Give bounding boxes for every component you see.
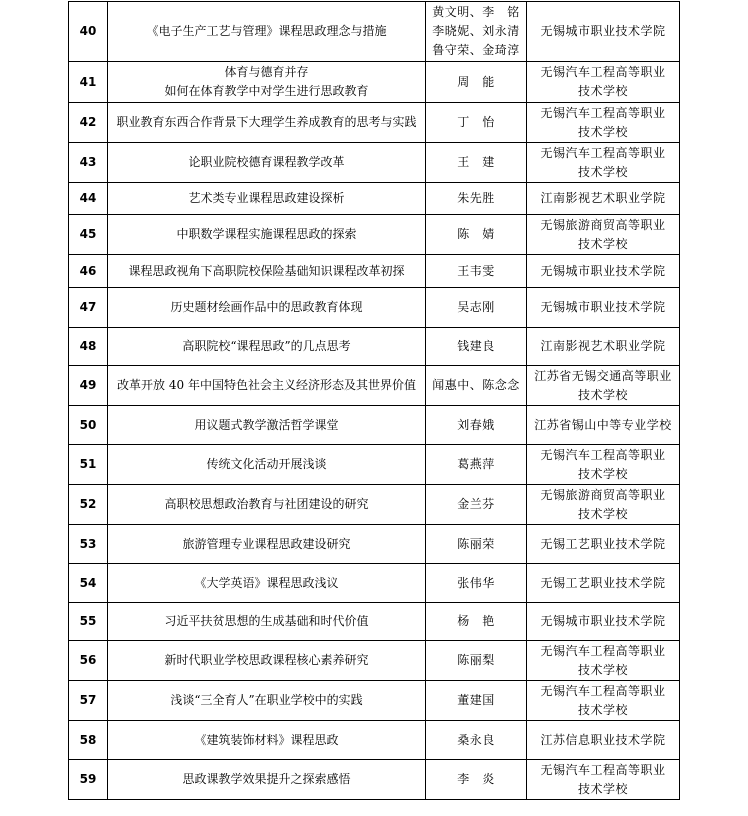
- paper-title-line: 体育与德育并存: [224, 65, 309, 79]
- paper-title-line: 浅谈“三全育人”在职业学校中的实践: [170, 693, 363, 707]
- paper-author: [426, 406, 527, 445]
- paper-unit: [527, 143, 680, 183]
- paper-title: [108, 2, 426, 62]
- paper-author-line: 丁 怡: [457, 115, 495, 129]
- row-number: 50: [69, 406, 108, 445]
- paper-author: [426, 681, 527, 721]
- row-number: 42: [69, 103, 108, 143]
- paper-unit-line: 江南影视艺术职业学院: [540, 191, 666, 205]
- paper-title-line: 旅游管理专业课程思政建设研究: [182, 536, 351, 551]
- paper-author-line: 钱建良: [457, 339, 495, 353]
- paper-unit: [527, 603, 680, 641]
- table-row: [69, 721, 680, 760]
- paper-title: [108, 328, 426, 366]
- table-row: [69, 681, 680, 721]
- paper-author: [426, 525, 527, 564]
- paper-title-line: 《建筑装饰材料》课程思政: [194, 732, 339, 747]
- paper-title-line: 《电子生产工艺与管理》课程思政理念与措施: [146, 24, 387, 38]
- paper-author-line: 刘春娥: [457, 417, 495, 432]
- row-number: 56: [69, 641, 108, 681]
- table-row: [69, 366, 680, 406]
- paper-author-line: 鲁守荣、金琦淳: [432, 43, 520, 57]
- paper-unit: [527, 760, 680, 800]
- paper-author-line: 葛燕萍: [457, 457, 495, 471]
- row-number: 49: [69, 366, 108, 406]
- paper-title: [108, 406, 426, 445]
- paper-unit-line: 无锡汽车工程高等职业: [540, 447, 666, 462]
- paper-unit-line: 无锡汽车工程高等职业: [540, 105, 666, 120]
- paper-title: [108, 143, 426, 183]
- paper-author: [426, 760, 527, 800]
- row-number: 45: [69, 215, 108, 255]
- row-number: 41: [69, 62, 108, 103]
- table-row: [69, 215, 680, 255]
- paper-author-line: 王韦雯: [457, 263, 495, 278]
- row-number: 43: [69, 143, 108, 183]
- table-row: [69, 143, 680, 183]
- table-row: [69, 406, 680, 445]
- table-row: [69, 445, 680, 485]
- paper-unit: [527, 721, 680, 760]
- paper-title: [108, 564, 426, 603]
- paper-author: [426, 366, 527, 406]
- paper-unit-line: 无锡城市职业技术学院: [540, 614, 666, 628]
- paper-unit-line: 无锡旅游商贸高等职业: [540, 487, 666, 502]
- row-number: 58: [69, 721, 108, 760]
- paper-title: [108, 445, 426, 485]
- paper-author-line: 陈丽荣: [457, 536, 495, 551]
- row-number: 48: [69, 328, 108, 366]
- table-row: [69, 603, 680, 641]
- paper-author: [426, 183, 527, 215]
- paper-author: [426, 62, 527, 103]
- paper-unit: [527, 525, 680, 564]
- paper-title: [108, 760, 426, 800]
- paper-title-line: 改革开放 40 年中国特色社会主义经济形态及其世界价值: [117, 378, 416, 392]
- table-row: [69, 2, 680, 62]
- paper-title-line: 艺术类专业课程思政建设探析: [188, 191, 345, 205]
- paper-title: [108, 103, 426, 143]
- paper-title-line: 职业教育东西合作背景下大理学生养成教育的思考与实践: [116, 115, 417, 129]
- paper-author-line: 金兰芬: [457, 497, 495, 511]
- paper-unit-line: 无锡工艺职业技术学院: [540, 536, 666, 551]
- paper-author-line: 吴志刚: [457, 300, 495, 314]
- paper-unit: [527, 62, 680, 103]
- paper-unit: [527, 681, 680, 721]
- paper-title: [108, 641, 426, 681]
- paper-title-line: 论职业院校德育课程教学改革: [188, 155, 345, 169]
- paper-title: [108, 525, 426, 564]
- paper-author: [426, 2, 527, 62]
- paper-unit-line: 江苏省锡山中等专业学校: [534, 417, 672, 432]
- paper-unit: [527, 445, 680, 485]
- paper-author-line: 陈丽梨: [457, 653, 495, 667]
- table-row: [69, 288, 680, 328]
- paper-unit-line: 江苏省无锡交通高等职业: [534, 368, 672, 383]
- paper-title-line: 新时代职业学校思政课程核心素养研究: [164, 653, 369, 667]
- paper-author: [426, 721, 527, 760]
- paper-author: [426, 103, 527, 143]
- paper-author-line: 董建国: [457, 693, 495, 707]
- paper-list-table: [68, 1, 680, 800]
- paper-author: [426, 485, 527, 525]
- table-row: [69, 760, 680, 800]
- paper-unit: [527, 183, 680, 215]
- paper-author: [426, 564, 527, 603]
- paper-title-line: 高职院校“课程思政”的几点思考: [182, 339, 351, 353]
- paper-unit: [527, 215, 680, 255]
- paper-title-line: 中职数学课程实施课程思政的探索: [176, 227, 357, 241]
- paper-author-line: 黄文明、李 铭: [432, 5, 520, 19]
- row-number: 55: [69, 603, 108, 641]
- row-number: 47: [69, 288, 108, 328]
- row-number: 51: [69, 445, 108, 485]
- paper-title-line: 思政课教学效果提升之探索感悟: [182, 772, 351, 786]
- paper-author-line: 陈 婧: [457, 227, 495, 241]
- paper-author: [426, 328, 527, 366]
- paper-title: [108, 366, 426, 406]
- paper-author-line: 周 能: [457, 74, 495, 89]
- paper-unit: [527, 255, 680, 288]
- paper-unit-line: 技术学校: [577, 466, 628, 481]
- row-number: 46: [69, 255, 108, 288]
- paper-unit: [527, 564, 680, 603]
- paper-unit: [527, 328, 680, 366]
- paper-unit: [527, 103, 680, 143]
- paper-author-line: 闻惠中、陈念念: [432, 378, 520, 392]
- paper-author-line: 李 炎: [457, 772, 495, 786]
- table-row: [69, 255, 680, 288]
- table-row: [69, 328, 680, 366]
- table-row: [69, 525, 680, 564]
- table-row: [69, 564, 680, 603]
- paper-title: [108, 603, 426, 641]
- paper-author: [426, 641, 527, 681]
- paper-unit: [527, 406, 680, 445]
- paper-title-line: 历史题材绘画作品中的思政教育体现: [170, 300, 363, 314]
- paper-unit-line: 无锡汽车工程高等职业: [540, 683, 666, 698]
- paper-title-line: 如何在体育教学中对学生进行思政教育: [164, 84, 369, 98]
- paper-title: [108, 255, 426, 288]
- paper-title: [108, 288, 426, 328]
- paper-unit-line: 技术学校: [577, 702, 628, 717]
- table-body: [69, 2, 680, 800]
- paper-unit-line: 技术学校: [577, 506, 628, 521]
- paper-unit-line: 技术学校: [577, 164, 628, 179]
- paper-author-line: 朱先胜: [457, 191, 495, 205]
- row-number: 40: [69, 2, 108, 62]
- row-number: 59: [69, 760, 108, 800]
- table-row: [69, 485, 680, 525]
- row-number: 52: [69, 485, 108, 525]
- paper-author: [426, 288, 527, 328]
- paper-unit-line: 无锡汽车工程高等职业: [540, 145, 666, 160]
- paper-unit-line: 无锡城市职业技术学院: [540, 300, 666, 314]
- row-number: 44: [69, 183, 108, 215]
- paper-unit-line: 技术学校: [577, 236, 628, 251]
- paper-author-line: 李晓妮、刘永清: [432, 24, 520, 38]
- paper-unit-line: 无锡汽车工程高等职业: [540, 65, 666, 79]
- paper-unit: [527, 485, 680, 525]
- table-row: [69, 103, 680, 143]
- paper-unit-line: 技术学校: [577, 662, 628, 677]
- paper-unit-line: 技术学校: [577, 781, 628, 796]
- paper-author: [426, 445, 527, 485]
- paper-title-line: 高职校思想政治教育与社团建设的研究: [164, 497, 369, 511]
- paper-unit-line: 无锡旅游商贸高等职业: [540, 217, 666, 232]
- paper-unit-line: 技术学校: [577, 84, 628, 98]
- row-number: 57: [69, 681, 108, 721]
- paper-author: [426, 143, 527, 183]
- paper-title: [108, 215, 426, 255]
- paper-unit-line: 无锡城市职业技术学院: [540, 24, 666, 38]
- paper-title: [108, 62, 426, 103]
- row-number: 54: [69, 564, 108, 603]
- paper-unit: [527, 641, 680, 681]
- paper-title: [108, 681, 426, 721]
- row-number: 53: [69, 525, 108, 564]
- paper-unit: [527, 2, 680, 62]
- paper-title-line: 传统文化活动开展浅谈: [206, 457, 327, 471]
- paper-unit-line: 江南影视艺术职业学院: [540, 339, 666, 353]
- paper-unit-line: 无锡汽车工程高等职业: [540, 762, 666, 777]
- paper-author: [426, 215, 527, 255]
- paper-author-line: 王 建: [457, 155, 495, 169]
- paper-title-line: 《大学英语》课程思政浅议: [194, 575, 339, 590]
- paper-unit-line: 江苏信息职业技术学院: [540, 732, 666, 747]
- paper-author: [426, 255, 527, 288]
- paper-unit-line: 无锡工艺职业技术学院: [540, 575, 666, 590]
- paper-unit: [527, 366, 680, 406]
- paper-title: [108, 485, 426, 525]
- paper-unit: [527, 288, 680, 328]
- paper-author-line: 桑永良: [457, 732, 495, 747]
- table-row: [69, 62, 680, 103]
- paper-unit-line: 无锡城市职业技术学院: [540, 263, 666, 278]
- paper-unit-line: 无锡汽车工程高等职业: [540, 643, 666, 658]
- paper-unit-line: 技术学校: [577, 124, 628, 139]
- table-row: [69, 641, 680, 681]
- paper-title: [108, 721, 426, 760]
- paper-title: [108, 183, 426, 215]
- paper-title-line: 用议题式教学激活哲学课堂: [194, 417, 339, 432]
- paper-unit-line: 技术学校: [577, 387, 628, 402]
- paper-title-line: 课程思政视角下高职院校保险基础知识课程改革初探: [128, 263, 405, 278]
- paper-author: [426, 603, 527, 641]
- paper-title-line: 习近平扶贫思想的生成基础和时代价值: [164, 614, 369, 628]
- paper-author-line: 杨 艳: [457, 614, 495, 628]
- paper-author-line: 张伟华: [457, 575, 495, 590]
- table-row: [69, 183, 680, 215]
